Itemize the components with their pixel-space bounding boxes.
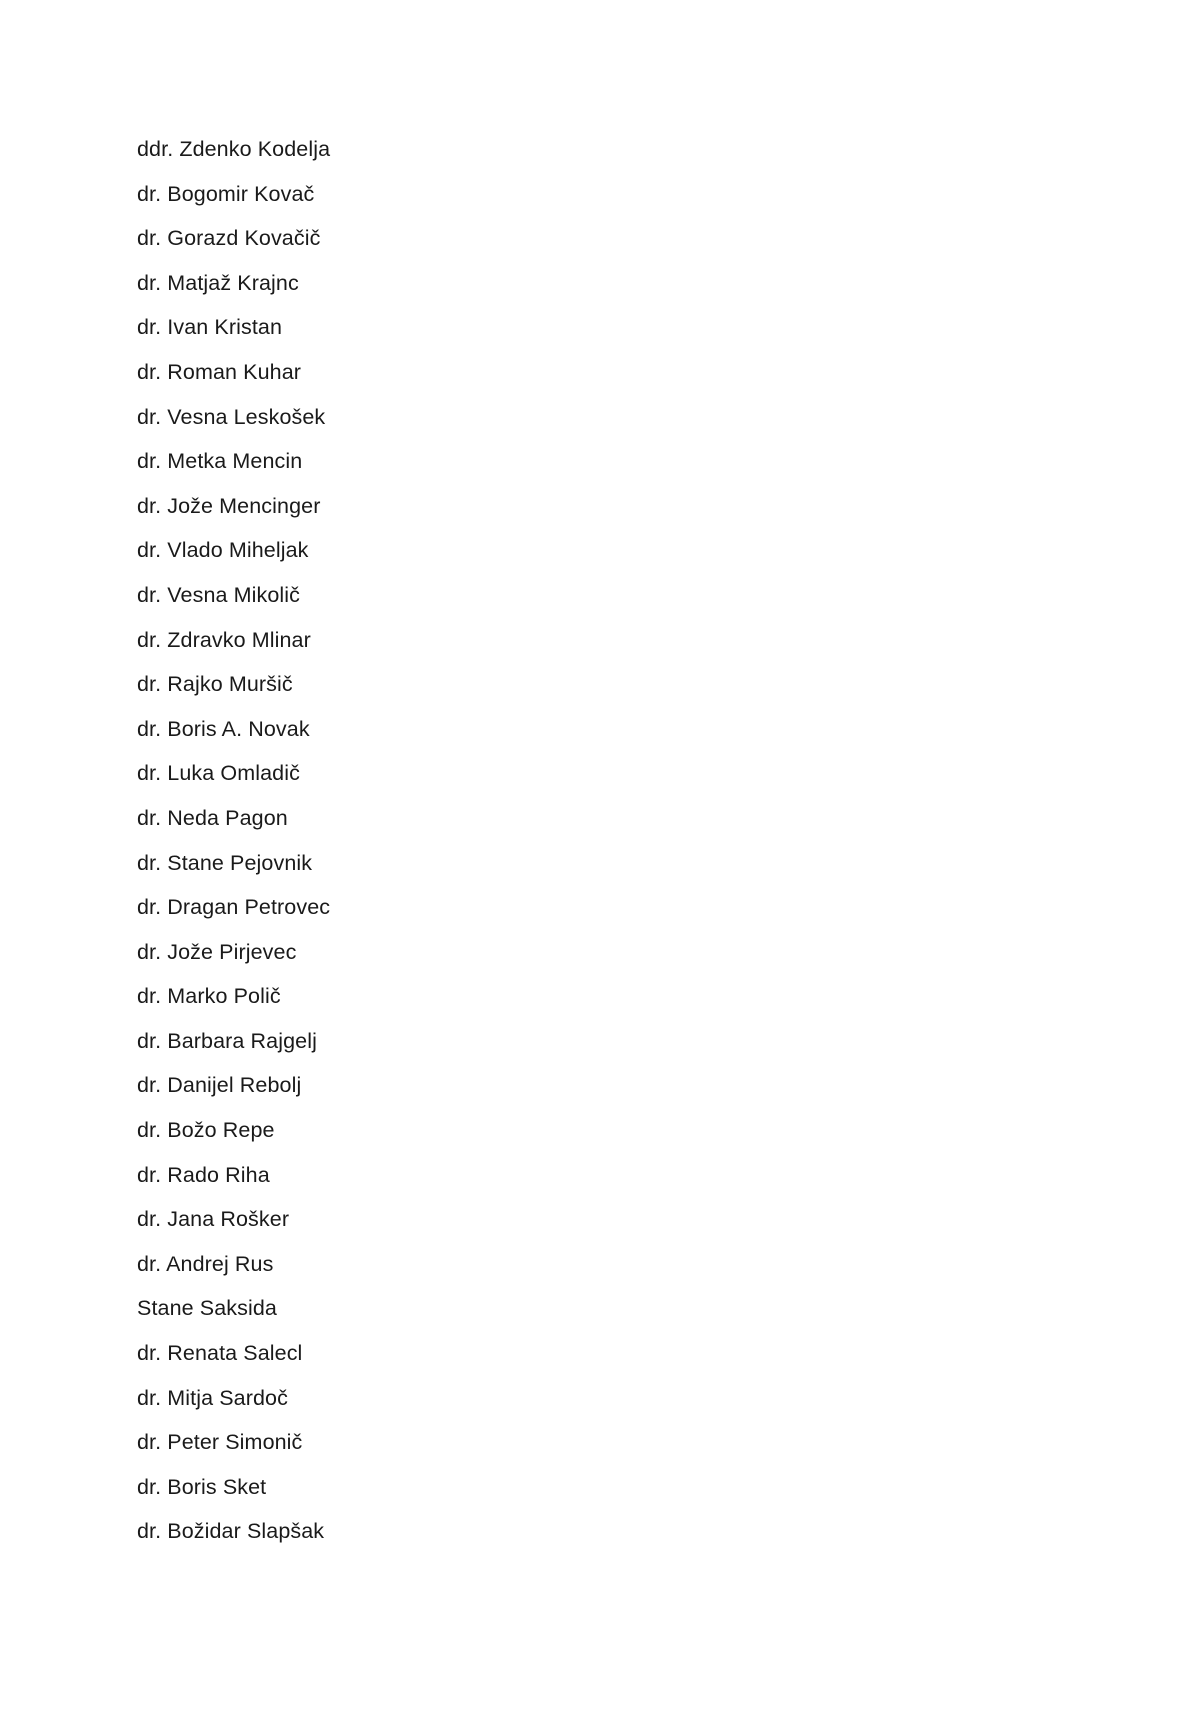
signatory-name: dr. Božo Repe [137, 1118, 275, 1143]
signatory-name: dr. Luka Omladič [137, 761, 300, 786]
signatory-name: dr. Roman Kuhar [137, 359, 302, 384]
signatory-name: dr. Gorazd Kovačič [137, 226, 321, 251]
signatory-name: dr. Dragan Petrovec [137, 895, 331, 920]
signatory-name: Stane Saksida [137, 1296, 277, 1321]
signatory-name: dr. Bogomir Kovač [137, 181, 315, 206]
signatory-name: dr. Jana Rošker [137, 1207, 290, 1232]
signatory-name: dr. Vesna Mikolič [137, 582, 301, 607]
signatory-name: dr. Andrej Rus [137, 1251, 274, 1276]
signatory-name: dr. Vlado Miheljak [137, 538, 309, 563]
signatory-name: dr. Jože Mencinger [137, 493, 321, 518]
signatory-name: dr. Matjaž Krajnc [137, 270, 299, 295]
signatory-name: dr. Zdravko Mlinar [137, 627, 311, 652]
signatory-name: dr. Rado Riha [137, 1162, 270, 1187]
signatory-name: dr. Danijel Rebolj [137, 1073, 302, 1098]
signatory-name: dr. Peter Simonič [137, 1430, 303, 1455]
signatory-name: dr. Marko Polič [137, 984, 281, 1009]
signatory-name: dr. Neda Pagon [137, 805, 288, 830]
signatory-name: dr. Renata Salecl [137, 1341, 303, 1366]
signatory-name: dr. Barbara Rajgelj [137, 1028, 317, 1053]
signatory-name: dr. Ivan Kristan [137, 315, 283, 340]
signatory-name: ddr. Zdenko Kodelja [137, 137, 331, 161]
signatory-name: dr. Metka Mencin [137, 449, 303, 474]
signatory-name: dr. Božidar Slapšak [137, 1519, 325, 1544]
signatory-name: dr. Boris Sket [137, 1474, 267, 1499]
signatory-name: dr. Jože Pirjevec [137, 939, 297, 964]
signatory-list [137, 136, 330, 1563]
signatory-name: dr. Vesna Leskošek [137, 404, 326, 429]
signatory-name: dr. Boris A. Novak [137, 716, 310, 741]
signatory-name: dr. Rajko Muršič [137, 672, 293, 697]
signatory-name: dr. Stane Pejovnik [137, 850, 313, 875]
signatory-name: dr. Mitja Sardoč [137, 1385, 288, 1410]
